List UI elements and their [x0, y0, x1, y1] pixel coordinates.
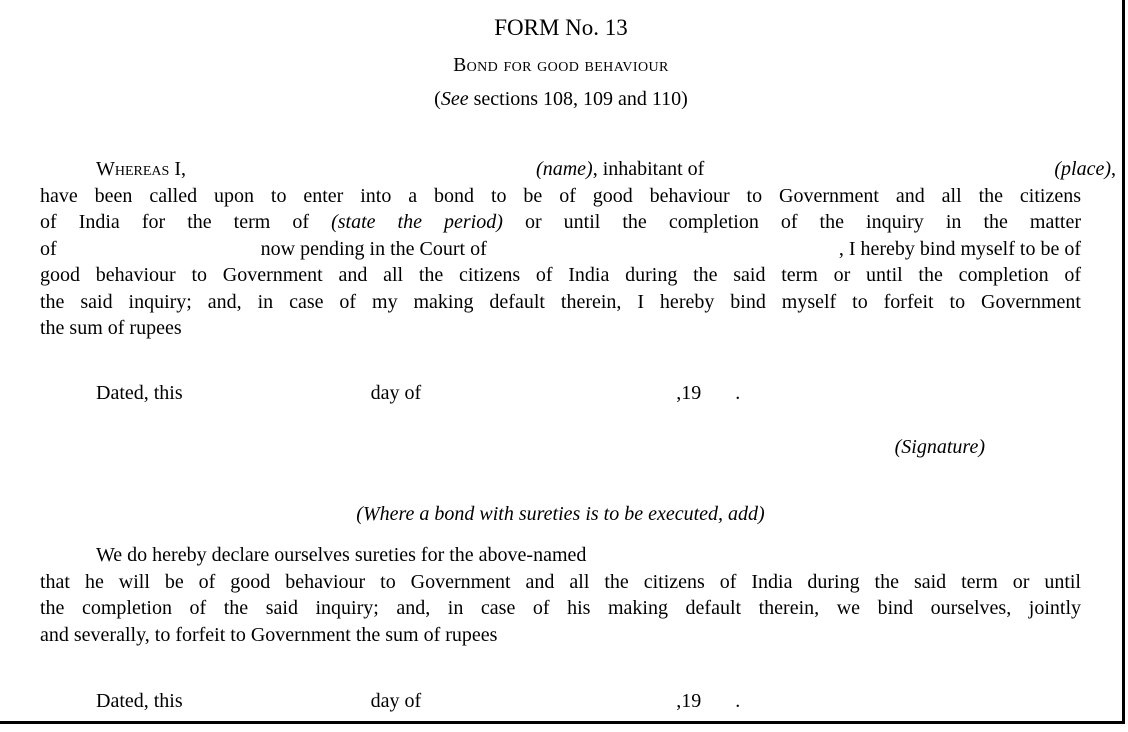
- place-comma: ,: [1111, 158, 1117, 180]
- clause-line-6: the said inquiry; and, in case of my making default therein, I hereby bind myself to forfeit to Government: [40, 290, 1081, 313]
- form-title: Bond for good behaviour: [453, 55, 669, 76]
- day2-of-text: day of: [370, 690, 422, 712]
- name-label-group: [536, 156, 704, 183]
- day-of-text: day of: [370, 382, 422, 404]
- sureties-line-4: and severally, to forfeit to Government the sum of rupees: [40, 623, 498, 646]
- form-number: FORM No. 13: [494, 15, 628, 40]
- of-text: of: [40, 237, 57, 260]
- clause-line-2: have been called upon to enter into a bond to be of good behaviour to Government and all the citizens: [40, 184, 1081, 207]
- pending-court-text: now pending in the Court of: [260, 237, 487, 260]
- state-the-period-label: (state the period): [331, 211, 503, 233]
- clause-line-7: the sum of rupees: [40, 317, 182, 339]
- place-label-group: [1054, 156, 1116, 183]
- dated2-period: .: [735, 690, 741, 712]
- year2-19-text: ,19: [676, 690, 702, 712]
- see-reference-sections: sections 108, 109 and 110): [468, 88, 688, 110]
- page-border-right: [1122, 0, 1125, 724]
- year-19-text: ,19: [676, 382, 702, 404]
- dated-period: .: [735, 382, 741, 404]
- clause-line-4: [40, 236, 1081, 263]
- see-reference: [0, 88, 1122, 111]
- inhabitant-text: , inhabitant of: [592, 158, 705, 180]
- sureties-line-1: We do hereby declare ourselves sureties for the above-named: [96, 544, 587, 566]
- sureties-line-2: that he will be of good behaviour to Government and all the citizens of India during the said term or until: [40, 570, 1081, 593]
- term-post-text: or until the completion of the inquiry in the matter: [502, 211, 1081, 233]
- page-border-bottom: [0, 721, 1125, 724]
- bind-myself-text: , I hereby bind myself to be of: [838, 237, 1081, 260]
- term-pre-text: of India for the term of: [40, 211, 332, 233]
- clause-line-3: [40, 209, 1081, 236]
- main-clause-paragraph: [40, 156, 1117, 342]
- sureties-paragraph: [40, 542, 1081, 648]
- sureties-caption: (Where a bond with sureties is to be executed, add): [356, 503, 765, 525]
- clause-line-whereas: [40, 156, 1116, 183]
- place-label: (place): [1054, 158, 1112, 180]
- dated2-this-text: Dated, this: [96, 690, 183, 712]
- sureties-line-3: the completion of the said inquiry; and, in case of his making default therein, we bind ourselves, jointly: [40, 597, 1081, 619]
- clause-line-5: good behaviour to Government and all the citizens of India during the said term or until the completion of: [40, 264, 1081, 286]
- dated-this-text: Dated, this: [96, 382, 183, 404]
- dated-line-1: [40, 380, 1081, 407]
- signature-label: (Signature): [894, 436, 985, 458]
- see-reference-open: (: [434, 88, 441, 110]
- dated-line-2: [40, 688, 1081, 715]
- see-reference-word: See: [440, 88, 469, 110]
- name-label: (name): [536, 158, 593, 180]
- whereas-text: Whereas I,: [96, 158, 186, 180]
